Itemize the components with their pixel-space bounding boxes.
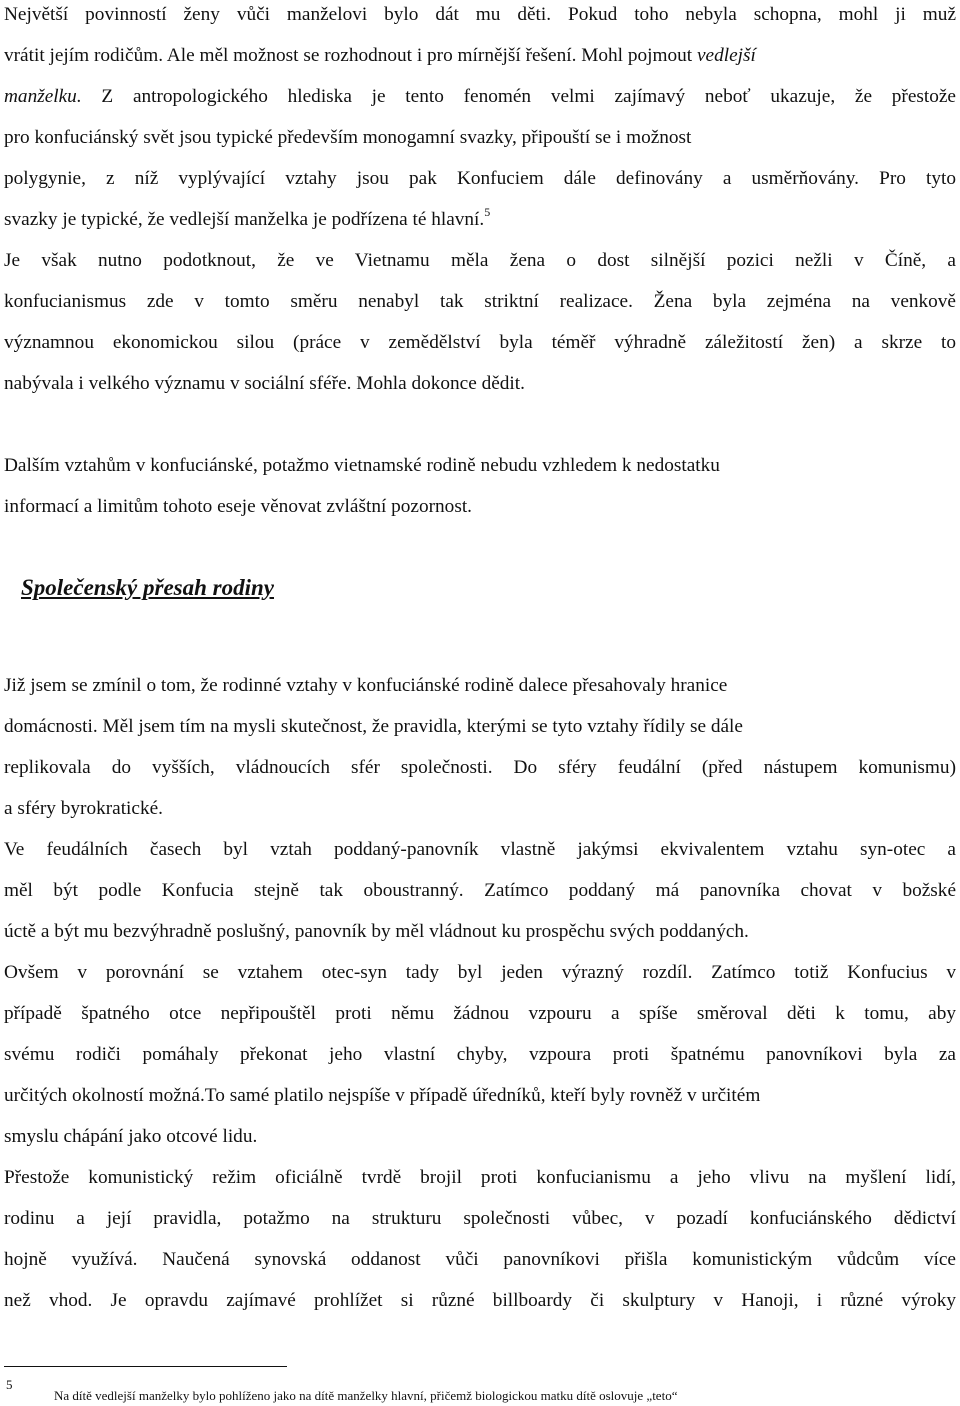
text-line: Přestože komunistický režim oficiálně tvrdě brojil proti konfucianismu a jeho vlivu na myšlení lidí, — [4, 1167, 956, 1188]
text-line: konfucianismus zde v tomto směru nenabyl tak striktní realizace. Žena byla zejména na venkově — [4, 291, 956, 312]
text-line: Je však nutno podotknout, že ve Vietnamu měla žena o dost silnější pozici nežli v Číně, a — [4, 250, 956, 271]
text-line: svému rodiči pomáhaly překonat jeho vlastní chyby, vzpoura proti špatnému panovníkovi byla za — [4, 1044, 956, 1065]
text-line: nabývala i velkého významu v sociální sféře. Mohla dokonce dědit. — [4, 373, 525, 394]
text-line: úctě a být mu bezvýhradně poslušný, panovník by měl vládnout ku prospěchu svých poddaných. — [4, 921, 749, 942]
text-line: Již jsem se zmínil o tom, že rodinné vztahy v konfuciánské rodině dalece přesahovaly hranice — [4, 675, 728, 696]
text-line: polygynie, z níž vyplývající vztahy jsou pak Konfuciem dále definovány a usměrňovány. Pro tyto — [4, 168, 956, 189]
emphasis-text: vedlejší — [696, 45, 756, 66]
text-line: domácnosti. Měl jsem tím na mysli skutečnost, že pravidla, kterými se tyto vztahy řídily se dále — [4, 716, 743, 737]
text-line: informací a limitům tohoto eseje věnovat zvláštní pozornost. — [4, 496, 472, 517]
footnote-reference[interactable]: 5 — [484, 205, 491, 219]
footnote-separator — [4, 1366, 287, 1367]
section-heading: Společenský přesah rodiny — [21, 575, 274, 600]
footnote-text: Na dítě vedlejší manželky bylo pohlíženo jako na dítě manželky hlavní, přičemž biologickou matku dítě oslovuje „teto“ — [54, 1388, 678, 1403]
footnote-number: 5 — [6, 1377, 13, 1392]
text-line: smyslu chápání jako otcové lidu. — [4, 1126, 258, 1147]
text-line: případě špatného otce nepřipouštěl proti němu žádnou vzpouru a spíše směroval děti k tomu, aby — [4, 1003, 956, 1024]
text-line: než vhod. Je opravdu zajímavé prohlížet si různé billboardy či skulptury v Hanoji, i různé výroky — [4, 1290, 956, 1311]
text-line: Ve feudálních časech byl vztah poddaný-panovník vlastně jakýmsi ekvivalentem vztahu syn-otec a — [4, 839, 956, 860]
text-line: a sféry byrokratické. — [4, 798, 163, 819]
text-line: Ovšem v porovnání se vztahem otec-syn tady byl jeden výrazný rozdíl. Zatímco totiž Konfucius v — [4, 962, 956, 983]
text-line: hojně využívá. Naučená synovská oddanost vůči panovníkovi přišla komunistickým vůdcům více — [4, 1249, 956, 1270]
text-line: Největší povinností ženy vůči manželovi bylo dát mu děti. Pokud toho nebyla schopna, mohl ji muž — [4, 4, 956, 25]
text-line: rodinu a její pravidla, potažmo na strukturu společnosti vůbec, v pozadí konfuciánského dědictví — [4, 1208, 956, 1229]
text-line: svazky je typické, že vedlejší manželka je podřízena té hlavní.$^5$ — [4, 205, 491, 230]
text-line: replikovala do vyšších, vládnoucích sfér společnosti. Do sféry feudální (před nástupem komunismu) — [4, 757, 956, 778]
text-line: významnou ekonomickou silou (práce v zemědělství byla téměř výhradně záležitostí žen) a skrze to — [4, 332, 956, 353]
text-line: pro konfuciánský svět jsou typické především monogamní svazky, připouští se i možnost — [4, 127, 692, 148]
emphasis-text: manželku. — [4, 86, 82, 107]
text-line: vrátit jejím rodičům. Ale měl možnost se rozhodnout i pro mírnější řešení. Mohl pojmout vedlejší — [4, 45, 756, 66]
text-line: Dalším vztahům v konfuciánské, potažmo vietnamské rodině nebudu vzhledem k nedostatku — [4, 455, 720, 476]
text-line: určitých okolností možná.To samé platilo nejspíše v případě úředníků, kteří byly rovněž v určitém — [4, 1085, 761, 1106]
text-line: manželku. Z antropologického hlediska je tento fenomén velmi zajímavý neboť ukazuje, že přestože — [4, 86, 956, 107]
text-line: měl být podle Konfucia stejně tak oboustranný. Zatímco poddaný má panovníka chovat v božské — [4, 880, 956, 901]
